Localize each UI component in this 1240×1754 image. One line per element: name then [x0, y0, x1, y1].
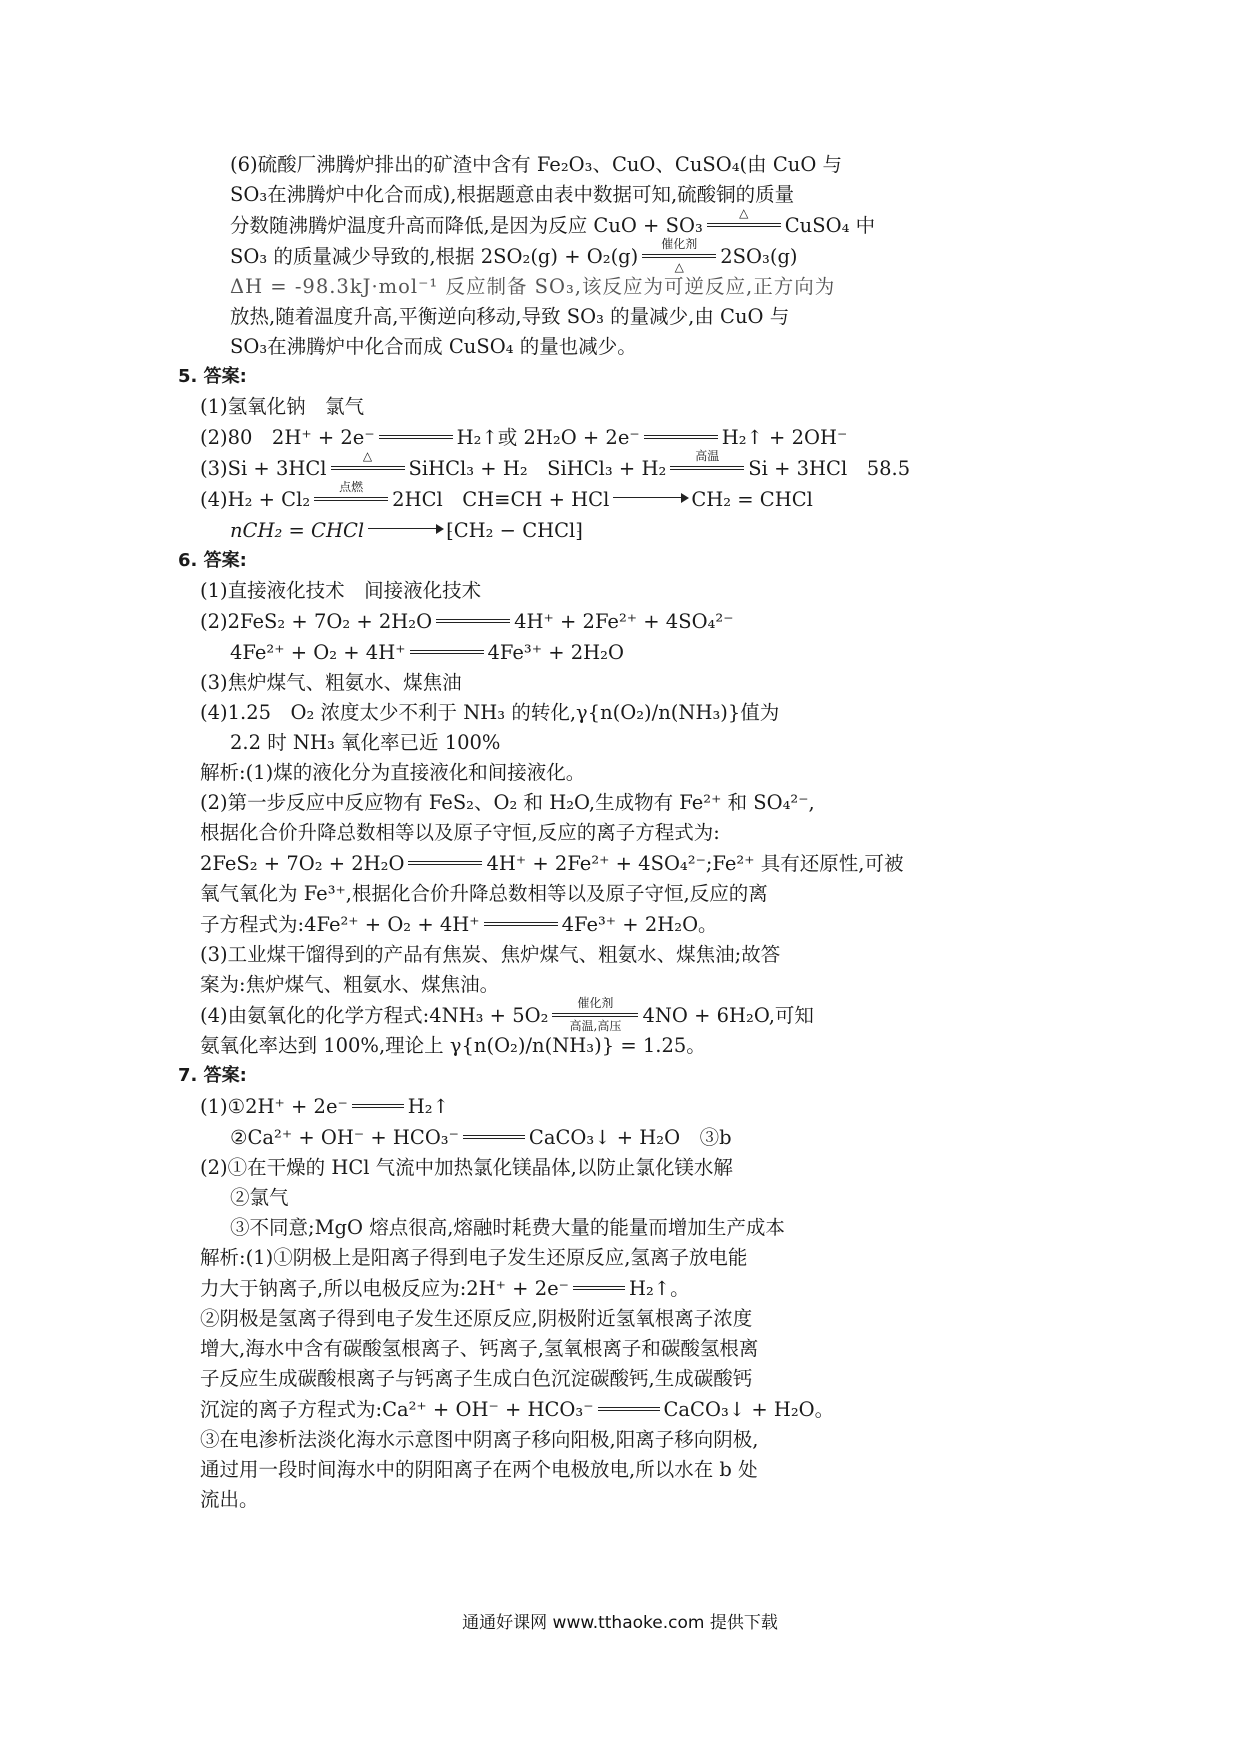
text-segment: Si + 3HCl 58.5 [748, 457, 911, 480]
analysis-line: 解析:(1)①阴极上是阳离子得到电子发生还原反应,氢离子放电能 [200, 1246, 748, 1269]
equals-sign [571, 1273, 627, 1303]
equals-sign [408, 637, 486, 667]
condition-label: 高温 [695, 449, 720, 463]
text-line: ΔH = -98.3kJ·mol⁻¹ 反应制备 SO₃,该反应为可逆反应,正方向为 [230, 275, 836, 298]
analysis-line: (3)工业煤干馏得到的产品有焦炭、焦炉煤气、粗氨水、煤焦油;故答 [200, 943, 781, 966]
answer-line: 2.2 时 NH₃ 氧化率已近 100% [230, 731, 501, 754]
answer-line: ②氯气 [230, 1186, 289, 1209]
reaction-arrow [366, 515, 444, 545]
text-segment: 2SO₃(g) [720, 245, 798, 268]
text-line: SO₃在沸腾炉中化合而成 CuSO₄ 的量也减少。 [230, 335, 637, 358]
analysis-line: 流出。 [200, 1488, 259, 1511]
equals-sign-ignite [312, 480, 390, 514]
condition-label: 催化剂 [661, 237, 698, 251]
answer-line: (4)1.25 O₂ 浓度太少不利于 NH₃ 的转化,γ{n(O₂)/n(NH₃)}值为 [200, 701, 780, 724]
reversible-sign [640, 237, 718, 274]
text-segment: (4)H₂ + Cl₂ [200, 488, 311, 511]
text-segment: SO₃ 的质量减少导致的,根据 2SO₂(g) + O₂(g) [230, 245, 639, 268]
text-line: 放热,随着温度升高,平衡逆向移动,导致 SO₃ 的量减少,由 CuO 与 [230, 305, 790, 328]
text-segment: 2HCl CH≡CH + HCl [392, 488, 610, 511]
text-segment: 沉淀的离子方程式为:Ca²⁺ + OH⁻ + HCO₃⁻ [200, 1398, 594, 1421]
text-segment: CaCO₃↓ + H₂O ③b [528, 1126, 732, 1149]
answer-line [200, 1091, 1080, 1122]
text-segment: H₂↑或 2H₂O + 2e⁻ [456, 426, 640, 449]
equals-sign [377, 422, 455, 452]
answer-line [200, 515, 1080, 546]
equals-sign [596, 1394, 662, 1424]
question-heading: 6. 答案: [178, 550, 247, 571]
text-segment: 4Fe³⁺ + 2H₂O [487, 641, 624, 664]
text-segment: H₂↑。 [628, 1277, 690, 1300]
analysis-line [200, 996, 1080, 1033]
text-segment: 4H⁺ + 2Fe²⁺ + 4SO₄²⁻;Fe²⁺ 具有还原性,可被 [486, 852, 904, 875]
equals-sign-heat [329, 449, 407, 483]
reaction-arrow [611, 484, 689, 514]
answer-page [178, 150, 1080, 1515]
text-segment: SiHCl₃ + H₂ SiHCl₃ + H₂ [408, 457, 667, 480]
text-segment: CuSO₄ 中 [784, 214, 876, 237]
equals-sign [461, 1122, 527, 1152]
answer-line: (2)①在干燥的 HCl 气流中加热氯化镁晶体,以防止氯化镁水解 [200, 1156, 733, 1179]
text-segment: (2)80 2H⁺ + 2e⁻ [200, 426, 375, 449]
analysis-line [200, 1273, 1080, 1304]
condition-label: △ [739, 206, 749, 220]
analysis-line: 氨氧化率达到 100%,理论上 γ{n(O₂)/n(NH₃)} = 1.25。 [200, 1034, 706, 1057]
analysis-line: ②阴极是氢离子得到电子发生还原反应,阴极附近氢氧根离子浓度 [200, 1307, 753, 1330]
text-segment: ②Ca²⁺ + OH⁻ + HCO₃⁻ [230, 1126, 459, 1149]
text-segment: 4Fe²⁺ + O₂ + 4H⁺ [230, 641, 406, 664]
text-segment: CH₂ = CHCl [691, 488, 813, 511]
text-segment: nCH₂ = CHCl [230, 519, 365, 542]
text-segment: 力大于钠离子,所以电极反应为:2H⁺ + 2e⁻ [200, 1277, 569, 1300]
condition-label: △ [674, 260, 684, 274]
text-segment: CaCO₃↓ + H₂O。 [663, 1398, 835, 1421]
text-segment: 2FeS₂ + 7O₂ + 2H₂O [200, 852, 405, 875]
condition-label: 催化剂 [577, 996, 614, 1010]
analysis-line: 氧气氧化为 Fe³⁺,根据化合价升降总数相等以及原子守恒,反应的离 [200, 882, 768, 905]
text-segment: 子方程式为:4Fe²⁺ + O₂ + 4H⁺ [200, 913, 480, 936]
analysis-line: 通过用一段时间海水中的阴阳离子在两个电极放电,所以水在 b 处 [200, 1458, 758, 1481]
condition-label: 点燃 [339, 480, 364, 494]
text-segment: 分数随沸腾炉温度升高而降低,是因为反应 CuO + SO₃ [230, 214, 703, 237]
text-segment: (3)Si + 3HCl [200, 457, 327, 480]
equals-sign [350, 1091, 406, 1121]
text-segment: ⁅CH₂ − CHCl⁆ [446, 519, 583, 542]
analysis-line: 子反应生成碳酸根离子与钙离子生成白色沉淀碳酸钙,生成碳酸钙 [200, 1367, 753, 1390]
text-line [200, 237, 1080, 274]
equals-sign-high-temp [668, 449, 746, 483]
equals-sign [406, 848, 484, 878]
text-line: SO₃在沸腾炉中化合而成),根据题意由表中数据可知,硫酸铜的质量 [230, 183, 795, 206]
analysis-line: 解析:(1)煤的液化分为直接液化和间接液化。 [200, 761, 586, 784]
answer-line: (3)焦炉煤气、粗氨水、煤焦油 [200, 671, 462, 694]
analysis-line [200, 848, 1080, 879]
question-heading: 5. 答案: [178, 366, 247, 387]
text-line: (6)硫酸厂沸腾炉排出的矿渣中含有 Fe₂O₃、CuO、CuSO₄(由 CuO 与 [230, 153, 843, 176]
answer-line: (1)氢氧化钠 氯气 [200, 395, 365, 418]
analysis-line [200, 909, 1080, 940]
analysis-line [200, 1394, 1080, 1425]
answer-line [200, 480, 1080, 515]
question-heading: 7. 答案: [178, 1065, 247, 1086]
analysis-line: 增大,海水中含有碳酸氢根离子、钙离子,氢氧根离子和碳酸氢根离 [200, 1337, 759, 1360]
text-segment: (2)2FeS₂ + 7O₂ + 2H₂O [200, 610, 433, 633]
analysis-line: (2)第一步反应中反应物有 FeS₂、O₂ 和 H₂O,生成物有 Fe²⁺ 和 SO₄²⁻, [200, 791, 815, 814]
equals-sign-catalyst [550, 996, 640, 1033]
answer-line: ③不同意;MgO 熔点很高,熔融时耗费大量的能量而增加生产成本 [230, 1216, 785, 1239]
text-segment: (4)由氨氧化的化学方程式:4NH₃ + 5O₂ [200, 1004, 549, 1027]
condition-label: △ [362, 449, 373, 463]
text-segment: H₂↑ + 2OH⁻ [721, 426, 848, 449]
analysis-line: ③在电渗析法淡化海水示意图中阴离子移向阳极,阳离子移向阴极, [200, 1428, 759, 1451]
page-footer: 通通好课网 www.tthaoke.com 提供下载 [462, 1613, 778, 1633]
text-segment: (1)①2H⁺ + 2e⁻ [200, 1095, 348, 1118]
equals-sign [642, 422, 720, 452]
answer-line: (1)直接液化技术 间接液化技术 [200, 579, 482, 602]
text-segment: 4NO + 6H₂O,可知 [642, 1004, 814, 1027]
text-segment: 4Fe³⁺ + 2H₂O。 [561, 913, 718, 936]
analysis-line: 根据化合价升降总数相等以及原子守恒,反应的离子方程式为: [200, 821, 720, 844]
analysis-line: 案为:焦炉煤气、粗氨水、煤焦油。 [200, 973, 500, 996]
condition-label: 高温,高压 [569, 1019, 622, 1033]
text-segment: H₂↑ [407, 1095, 449, 1118]
answer-line [200, 606, 1080, 637]
answer-line [200, 637, 1080, 668]
text-segment: 4H⁺ + 2Fe²⁺ + 4SO₄²⁻ [514, 610, 734, 633]
answer-line [200, 1122, 1080, 1153]
equals-sign [482, 909, 560, 939]
equals-sign-heat [705, 206, 783, 240]
equals-sign [434, 606, 512, 636]
